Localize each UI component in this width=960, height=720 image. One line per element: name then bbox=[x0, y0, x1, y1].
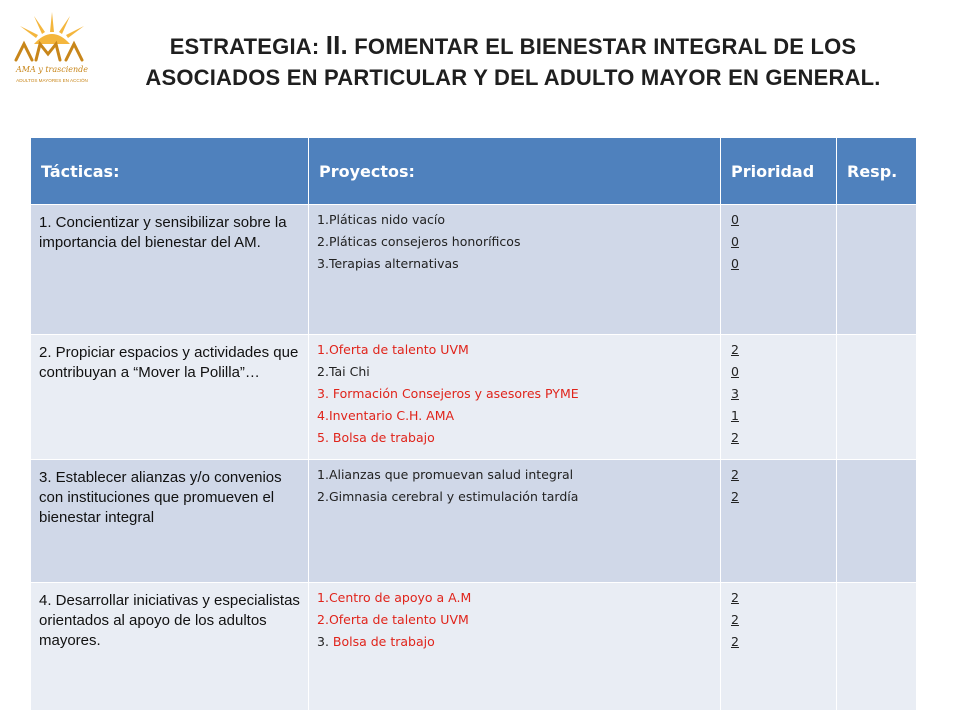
proyecto-item: 1.Pláticas nido vacío bbox=[317, 212, 446, 227]
prioridad-value: 0 bbox=[731, 234, 739, 249]
header-proyectos: Proyectos: bbox=[309, 138, 721, 205]
table-header-row bbox=[31, 138, 917, 205]
resp-cell bbox=[837, 460, 917, 583]
proyecto-item: 1.Oferta de talento UVM bbox=[317, 342, 469, 357]
proyecto-item: 2.Tai Chi bbox=[317, 364, 370, 379]
proyectos-cell bbox=[309, 460, 721, 583]
prioridad-value: 2 bbox=[731, 590, 739, 605]
proyecto-item: 4.Inventario C.H. AMA bbox=[317, 408, 455, 423]
prioridad-value: 0 bbox=[731, 364, 739, 379]
proyecto-item: 3. Formación Consejeros y asesores PYME bbox=[317, 386, 579, 401]
prioridad-value: 2 bbox=[731, 489, 739, 504]
proyecto-item: 3.Terapias alternativas bbox=[317, 256, 459, 271]
prioridad-value: 2 bbox=[731, 342, 739, 357]
prioridad-value: 1 bbox=[731, 408, 739, 423]
prioridad-cell bbox=[721, 335, 837, 460]
prioridad-cell bbox=[721, 205, 837, 335]
table-row bbox=[31, 205, 917, 335]
title-roman: II. bbox=[325, 30, 348, 60]
prioridad-value: 2 bbox=[731, 467, 739, 482]
page-title bbox=[118, 30, 908, 93]
resp-cell bbox=[837, 335, 917, 460]
ama-logo bbox=[4, 2, 100, 94]
header-tacticas: Tácticas: bbox=[31, 138, 309, 205]
tactica-cell: 4. Desarrollar iniciativas y especialistas orientados al apoyo de los adultos mayores. bbox=[31, 583, 309, 711]
proyecto-item: 1.Alianzas que promuevan salud integral bbox=[317, 467, 574, 482]
prioridad-value: 2 bbox=[731, 430, 739, 445]
proyectos-cell bbox=[309, 335, 721, 460]
prioridad-value: 2 bbox=[731, 634, 739, 649]
resp-cell bbox=[837, 205, 917, 335]
proyecto-item: 1.Centro de apoyo a A.M bbox=[317, 590, 472, 605]
sun-logo-icon bbox=[4, 2, 100, 94]
svg-text:AMA y trasciende: AMA y trasciende bbox=[15, 65, 89, 74]
proyecto-item: 2.Gimnasia cerebral y estimulación tardía bbox=[317, 489, 579, 504]
table-row bbox=[31, 335, 917, 460]
prioridad-value: 2 bbox=[731, 612, 739, 627]
tactica-cell: 1. Concientizar y sensibilizar sobre la importancia del bienestar del AM. bbox=[31, 205, 309, 335]
table-row bbox=[31, 583, 917, 711]
prioridad-value: 3 bbox=[731, 386, 739, 401]
prioridad-cell bbox=[721, 460, 837, 583]
prioridad-value: 0 bbox=[731, 212, 739, 227]
proyecto-item: 2.Oferta de talento UVM bbox=[317, 612, 469, 627]
resp-cell bbox=[837, 583, 917, 711]
table-row bbox=[31, 460, 917, 583]
proyecto-item: 3. Bolsa de trabajo bbox=[317, 634, 435, 649]
proyecto-item: 2.Pláticas consejeros honoríficos bbox=[317, 234, 521, 249]
title-text: FOMENTAR EL BIENESTAR INTEGRAL DE LOS ASOCIADOS EN PARTICULAR Y DEL ADULTO MAYOR EN GENERAL. bbox=[145, 34, 881, 90]
prioridad-cell bbox=[721, 583, 837, 711]
proyectos-cell bbox=[309, 583, 721, 711]
title-prefix: ESTRATEGIA: bbox=[169, 34, 326, 59]
proyecto-item: 5. Bolsa de trabajo bbox=[317, 430, 435, 445]
svg-text:ADULTOS MAYORES EN ACCIÓN: ADULTOS MAYORES EN ACCIÓN bbox=[16, 78, 88, 83]
header-resp: Resp. bbox=[837, 138, 917, 205]
prioridad-value: 0 bbox=[731, 256, 739, 271]
tactica-cell: 2. Propiciar espacios y actividades que contribuyan a “Mover la Polilla”… bbox=[31, 335, 309, 460]
strategy-table bbox=[30, 137, 917, 711]
proyectos-cell bbox=[309, 205, 721, 335]
tactica-cell: 3. Establecer alianzas y/o convenios con instituciones que promueven el bienestar integral bbox=[31, 460, 309, 583]
header-prioridad: Prioridad bbox=[721, 138, 837, 205]
